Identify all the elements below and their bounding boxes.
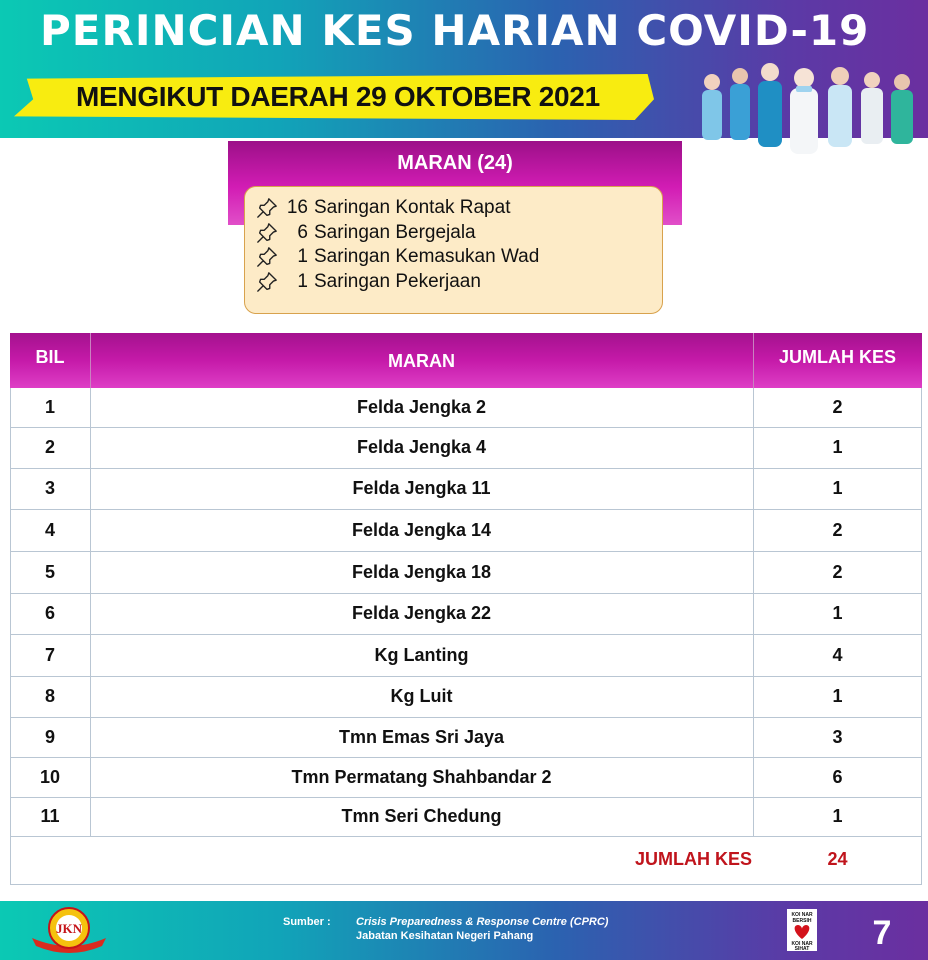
svg-text:SIHAT: SIHAT <box>794 946 810 951</box>
screening-count: 16 <box>286 197 308 219</box>
worker-figure <box>758 63 782 147</box>
district-title: MARAN (24) <box>397 152 513 174</box>
row-cases: 4 <box>832 644 843 665</box>
screening-count: 6 <box>297 221 308 243</box>
source-label: Sumber : <box>283 916 331 928</box>
screening-count: 1 <box>297 246 308 268</box>
row-location: Felda Jengka 4 <box>356 437 487 457</box>
row-number: 11 <box>40 806 60 826</box>
healthcare-workers-illustration <box>690 62 928 154</box>
page-number: 7 <box>872 914 892 952</box>
screening-label: Saringan Bergejala <box>314 221 476 243</box>
worker-figure <box>828 67 852 147</box>
pushpin-icon <box>256 222 278 244</box>
list-item <box>256 270 656 295</box>
column-divider <box>753 333 754 388</box>
list-item <box>256 221 656 246</box>
row-location: Kg Lanting <box>374 644 469 665</box>
row-number: 9 <box>44 726 55 747</box>
row-number: 6 <box>44 603 55 623</box>
row-number: 3 <box>44 478 55 498</box>
row-cases: 3 <box>832 726 843 747</box>
source-organization: Crisis Preparedness & Response Centre (CPRC) <box>356 916 609 928</box>
row-location: Kg Luit <box>390 686 453 706</box>
screening-breakdown-list <box>256 196 656 294</box>
row-number: 7 <box>44 644 55 665</box>
list-item <box>256 196 656 221</box>
row-cases: 1 <box>832 806 843 826</box>
worker-figure <box>861 72 883 144</box>
row-location: Tmn Emas Sri Jaya <box>338 726 505 747</box>
source-department: Jabatan Kesihatan Negeri Pahang <box>356 930 534 942</box>
jkn-logo-text: JKN <box>56 921 82 936</box>
svg-text:BERSIH: BERSIH <box>792 918 812 924</box>
worker-figure <box>702 74 722 140</box>
row-number: 10 <box>39 766 61 787</box>
row-number: 1 <box>44 397 55 417</box>
worker-figure <box>790 68 818 154</box>
row-number: 2 <box>44 437 55 457</box>
row-number: 8 <box>44 686 55 706</box>
row-cases: 6 <box>832 766 843 787</box>
row-cases: 1 <box>832 603 843 623</box>
row-location: Felda Jengka 22 <box>351 603 492 623</box>
row-cases: 2 <box>832 397 843 417</box>
column-divider <box>90 333 91 388</box>
row-location: Felda Jengka 14 <box>351 519 492 540</box>
svg-text:KOI NAR: KOI NAR <box>791 941 813 947</box>
worker-figure <box>891 74 913 144</box>
worker-figure <box>730 68 750 140</box>
row-location: Felda Jengka 18 <box>351 561 492 582</box>
pushpin-icon <box>256 271 278 293</box>
row-location: Felda Jengka 11 <box>352 478 491 498</box>
pushpin-icon <box>256 246 278 268</box>
row-number: 4 <box>44 519 55 540</box>
row-cases: 1 <box>832 686 843 706</box>
koi-nar-bersih-logo <box>787 909 817 951</box>
row-location: Felda Jengka 2 <box>356 397 487 417</box>
screening-label: Saringan Kemasukan Wad <box>314 246 540 268</box>
page-subtitle: MENGIKUT DAERAH 29 OKTOBER 2021 <box>76 81 600 112</box>
screening-count: 1 <box>297 270 308 292</box>
screening-label: Saringan Pekerjaan <box>314 270 481 292</box>
row-cases: 1 <box>832 437 843 457</box>
list-item <box>256 245 656 270</box>
pushpin-icon <box>256 197 278 219</box>
row-location: Tmn Seri Chedung <box>341 806 502 826</box>
row-cases: 2 <box>832 561 843 582</box>
column-header-bil: BIL <box>35 347 65 367</box>
svg-text:KOI NAR: KOI NAR <box>791 912 813 918</box>
screening-label: Saringan Kontak Rapat <box>314 197 511 219</box>
row-divider <box>10 836 922 837</box>
row-cases: 2 <box>832 519 843 540</box>
column-header-total: JUMLAH KES <box>778 347 896 367</box>
row-cases: 1 <box>832 478 843 498</box>
row-location: Tmn Permatang Shahbandar 2 <box>291 766 552 787</box>
total-cases-label: JUMLAH KES <box>634 849 752 869</box>
page-title: PERINCIAN KES HARIAN COVID-19 <box>40 6 870 55</box>
column-header-location: MARAN <box>388 351 455 371</box>
jkn-logo <box>28 904 110 958</box>
row-number: 5 <box>44 561 55 582</box>
total-cases-value: 24 <box>827 849 848 869</box>
